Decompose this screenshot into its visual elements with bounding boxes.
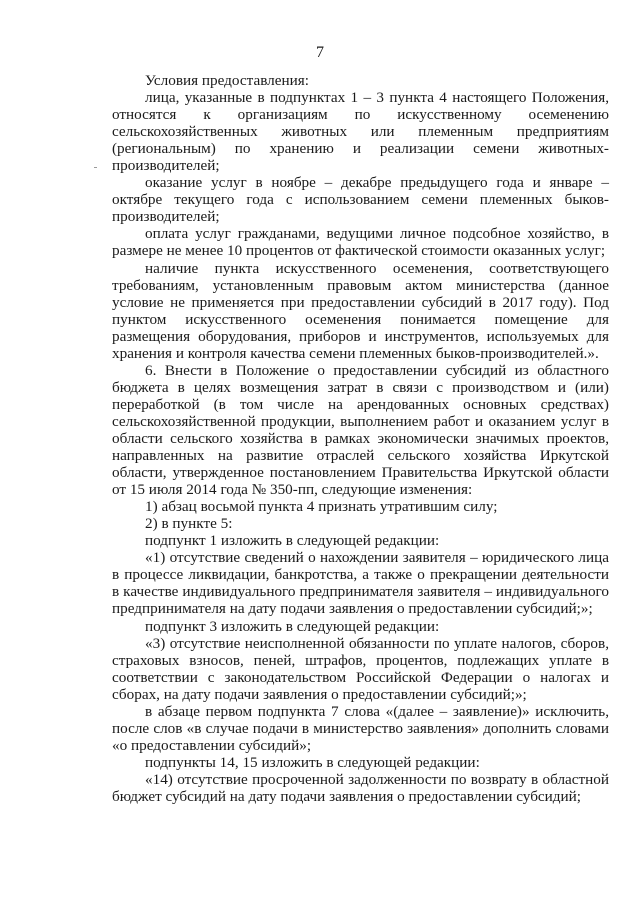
paragraph-subitem-2: 2) в пункте 5: (145, 515, 233, 533)
paragraph-item-6: 6. Внести в Положение о предоставлении субсидий из областного бюджета в целях возмещения затрат в связи с производством и (или) переработкой (в том числе на арендованных основных средствах) сельскохозяйственной продукции, выполнением работ и оказанием услуг в области сельского хозяйства в рамках экономически значимых проектов, направленных на развитие отраслей сельского хозяйства Иркутской области, утвержденное постановлением Правительства Иркутской области от 15 июля 2014 года № 350-пп, следующие изменения: (112, 361, 609, 499)
paragraph-subpoint-1-text: «1) отсутствие сведений о нахождении заявителя – юридического лица в процессе ликвидации, банкротства, а также о прекращении деятельности в качестве индивидуального предпринимателя заявителя – индивидуального предпринимателя на дату подачи заявления о предоставлении субсидий;»; (112, 549, 609, 618)
paragraph-subpoint-14-text: «14) отсутствие просроченной задолженности по возврату в областной бюджет субсидий на дату подачи заявления о предоставлении субсидий; (112, 770, 609, 805)
paragraph-subpoint-1-intro: подпункт 1 изложить в следующей редакции: (145, 532, 440, 550)
paragraph-persons-condition: лица, указанные в подпунктах 1 – 3 пункта 4 настоящего Положения, относятся к организациям по искусственному осеменению сельскохозяйственных животных или племенным предприятиям (региональным) по хранению и реализации семени животных-производителей; (112, 89, 609, 175)
paragraph-subpoint-7-change: в абзаце первом подпункта 7 слова «(далее – заявление)» исключить, после слов «в случае подачи в министерство заявления» дополнить словами «о предоставлении субсидий»; (112, 702, 609, 754)
paragraph-subpoint-3-intro: подпункт 3 изложить в следующей редакции: (145, 617, 440, 635)
paragraph-payment-condition: оплата услуг гражданами, ведущими личное подсобное хозяйство, в размере не менее 10 процентов от фактической стоимости оказанных услуг; (112, 225, 609, 260)
paragraph-insemination-point: наличие пункта искусственного осеменения, соответствующего требованиям, установленным правовым актом министерства (данное условие не применяется при предоставлении субсидий в 2017 году). Под пунктом искусственного осеменения понимается помещение для размещения оборудования, приборов и инструментов, используемых для хранения и контроля качества семени племенных быков-производителей.». (112, 259, 609, 362)
document-body (112, 72, 609, 805)
paragraph-subitem-1: 1) абзац восьмой пункта 4 признать утратившим силу; (145, 498, 498, 516)
page-number: 7 (316, 44, 324, 61)
paragraph-subpoint-3-text: «3) отсутствие неисполненной обязанности по уплате налогов, сборов, страховых взносов, пеней, штрафов, процентов, подлежащих уплате в соответствии с законодательством Российской Федерации о налогах и сборах, на дату подачи заявления о предоставлении субсидий;»; (112, 634, 609, 703)
paragraph-services-period: оказание услуг в ноябре – декабре предыдущего года и январе – октябре текущего года с использованием семени племенных быков-производителей; (112, 174, 609, 226)
paragraph-conditions-heading: Условия предоставления: (145, 72, 309, 89)
paragraph-subpoints-14-15-intro: подпункты 14, 15 изложить в следующей редакции: (145, 753, 480, 771)
margin-mark (94, 167, 97, 168)
